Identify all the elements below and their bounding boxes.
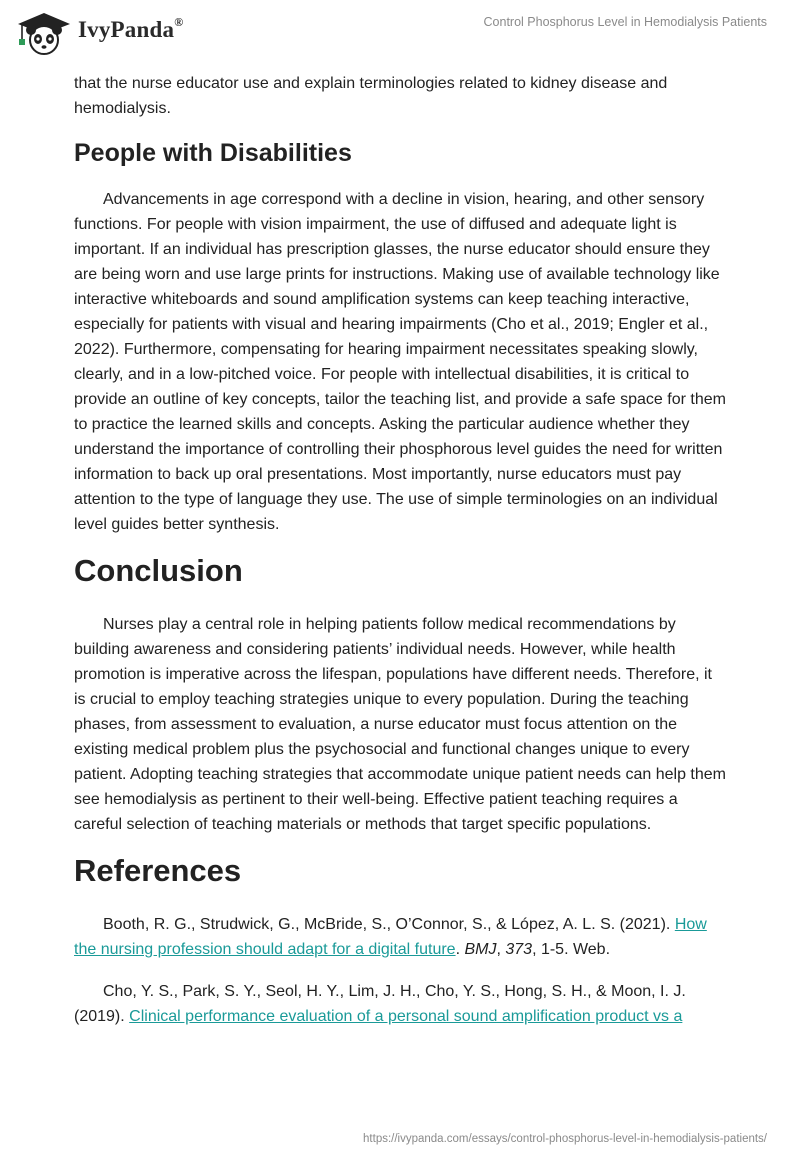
reference-authors: Cho, Y. S., Park, S. Y., Seol, H. Y., Lim, J. H., Cho, Y. S., Hong, S. H., & Moon, I. J. (2019).	[74, 983, 686, 1025]
reference-link[interactable]: Clinical performance evaluation of a personal sound amplification product vs a	[129, 1008, 683, 1025]
reference-authors: Booth, R. G., Strudwick, G., McBride, S., O’Connor, S., & López, A. L. S. (2021).	[103, 916, 671, 933]
footer-url[interactable]: https://ivypanda.com/essays/control-phosphorus-level-in-hemodialysis-patients/	[363, 1133, 767, 1145]
reference-journal: BMJ	[464, 941, 497, 958]
registered-mark: ®	[174, 15, 184, 30]
reference-link[interactable]: How the nursing profession should adapt for a digital future	[74, 916, 707, 958]
logo-name: IvyPanda	[78, 17, 175, 42]
intro-continuation: that the nurse educator use and explain terminologies related to kidney disease and hemodialysis.	[74, 75, 668, 117]
logo-wordmark[interactable]	[78, 17, 183, 43]
heading-conclusion: Conclusion	[74, 553, 243, 588]
ivypanda-logo-icon[interactable]	[14, 10, 76, 56]
reference-tail: , 1-5. Web.	[532, 941, 611, 958]
heading-references: References	[74, 853, 242, 888]
page-header	[0, 0, 800, 60]
reference-punct: .	[455, 941, 465, 958]
paragraph-disabilities: Advancements in age correspond with a decline in vision, hearing, and other sensory functions. For people with vision impairment, the use of diffused and adequate light is important. If an individual has prescription glasses, the nurse educator should ensure they are being worn and use large prints for instructions. Making use of available technology like interactive whiteboards and sound amplification systems can keep teaching interactive, especially for patients with visual and hearing impairments (Cho et al., 2019; Engler et al., 2022). Furthermore, compensating for hearing impairment necessitates speaking slowly, clearly, and in a low-pitched voice. For people with intellectual disabilities, it is critical to provide an outline of key concepts, tailor the teaching list, and provide a safe space for them to practice the learned skills and concepts. Asking the particular audience whether they understand the importance of controlling their phosphorous level guides the need for written information to back up oral presentations. Most importantly, nurse educators must pay attention to the type of language they use. The use of simple terminologies on an individual level guides better synthesis.	[74, 191, 726, 533]
paragraph-conclusion: Nurses play a central role in helping patients follow medical recommendations by building awareness and considering patients’ individual needs. However, while health promotion is imperative across the lifespan, populations have different needs. Therefore, it is crucial to employ teaching strategies unique to every population. During the teaching phases, from assessment to evaluation, a nurse educator must focus attention on the existing medical problem plus the psychosocial and functional changes unique to every patient. Adopting teaching strategies that accommodate unique patient needs can help them see hemodialysis as pertinent to their well-being. Effective patient teaching requires a careful selection of teaching materials or methods that target specific populations.	[74, 616, 726, 833]
reference-item	[74, 912, 726, 962]
reference-volume: 373	[505, 941, 533, 958]
reference-item	[74, 979, 726, 1029]
reference-punct: ,	[496, 941, 506, 958]
heading-disabilities: People with Disabilities	[74, 139, 352, 167]
essay-content	[74, 71, 726, 1046]
document-title: Control Phosphorus Level in Hemodialysis Patients	[483, 15, 767, 29]
